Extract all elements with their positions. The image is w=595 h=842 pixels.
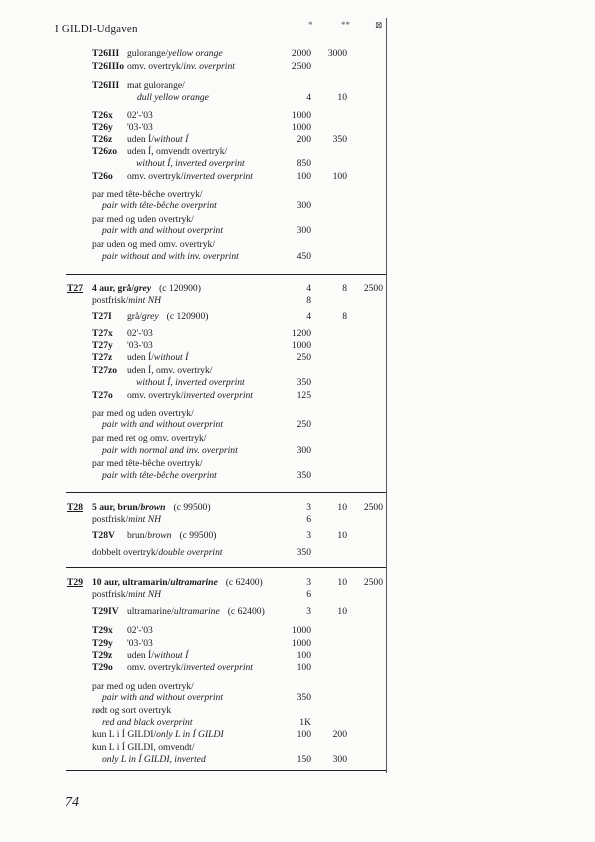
price-v3: 2500: [363, 502, 383, 513]
price-v1: 300: [296, 445, 311, 456]
variety-code: T29z: [92, 650, 113, 661]
price-v1: 850: [296, 158, 311, 169]
price-v1: 4: [306, 283, 311, 294]
price-v2: 3000: [327, 48, 347, 59]
danish-text: '03-'03: [127, 638, 153, 649]
catalogue-row: [0, 377, 595, 391]
danish-text: uden Í, omv. overtryk/: [127, 365, 213, 376]
entry-description: [127, 638, 153, 650]
entry-description: [127, 146, 227, 158]
danish-text: rødt og sort overtryk: [92, 705, 172, 716]
section-number: T29: [67, 577, 83, 588]
catalogue-row: [0, 390, 595, 404]
variety-code: T26z: [92, 134, 113, 145]
variety-code: T26IIIo: [92, 61, 124, 72]
danish-text: omv. overtryk/: [127, 61, 184, 72]
english-text: without Í, inverted overprint: [136, 158, 245, 169]
english-text: pair with tête-bêche overprint: [102, 200, 217, 211]
catalogue-row: [0, 251, 595, 265]
price-v2: 10: [337, 577, 347, 588]
danish-text: uden Í, omvendt overtryk/: [127, 146, 228, 157]
entry-description: [127, 352, 188, 364]
entry-description: [127, 61, 235, 73]
danish-text: omv. overtryk/: [127, 662, 184, 673]
variety-code: T29x: [92, 625, 113, 636]
entry-description: [102, 445, 238, 457]
english-text: pair with and without overprint: [102, 225, 223, 236]
header-mark-2: **: [341, 20, 350, 30]
catalogue-row: [0, 171, 595, 185]
catalogue-row: [0, 92, 595, 106]
entry-description: [136, 158, 245, 170]
english-text: inv. overprint: [183, 61, 235, 72]
variety-code: T27zo: [92, 365, 118, 376]
english-text: yellow orange: [168, 48, 223, 59]
quantity-note: (c 62400): [227, 606, 265, 617]
catalogue-row: [0, 470, 595, 484]
price-v2: 100: [332, 171, 347, 182]
catalogue-row: [0, 48, 595, 62]
section-rule: [66, 567, 386, 568]
danish-text: '03-'03: [127, 340, 153, 351]
variety-code: T27z: [92, 352, 113, 363]
quantity-note: (c 99500): [179, 530, 217, 541]
english-text: grey: [134, 283, 152, 294]
price-v1: 3: [306, 530, 311, 541]
english-text: red and black overprint: [102, 717, 193, 728]
price-v1: 350: [296, 470, 311, 481]
entry-description: [127, 530, 216, 542]
english-text: without Í: [153, 352, 189, 363]
entry-description: [127, 122, 153, 134]
variety-code: T27o: [92, 390, 113, 401]
price-v1: 1000: [291, 638, 311, 649]
price-v2: 10: [337, 502, 347, 513]
section-number: T27: [67, 283, 83, 294]
variety-code: T27y: [92, 340, 113, 351]
danish-text: par med og uden overtryk/: [92, 214, 194, 225]
entry-description: [102, 717, 193, 729]
price-v2: 10: [337, 606, 347, 617]
catalogue-row: [0, 225, 595, 239]
entry-description: [102, 419, 223, 431]
catalogue-row: [0, 311, 595, 325]
price-v1: 3: [306, 606, 311, 617]
price-v1: 1000: [291, 625, 311, 636]
entry-description: [136, 377, 245, 389]
price-v1: 6: [306, 514, 311, 525]
english-text: pair without and with inv. overprint: [102, 251, 239, 262]
price-v1: 350: [296, 547, 311, 558]
entry-description: [92, 433, 206, 445]
entry-description: [92, 283, 201, 295]
price-v1: 300: [296, 200, 311, 211]
entry-description: [127, 650, 188, 662]
danish-text: 10 aur, ultramarin/: [92, 577, 171, 588]
entry-description: [102, 692, 223, 704]
english-text: pair with and without overprint: [102, 419, 223, 430]
danish-text: par med ret og omv. overtryk/: [92, 433, 207, 444]
entry-description: [137, 92, 209, 104]
price-v1: 1200: [291, 328, 311, 339]
danish-text: 02'-'03: [127, 110, 153, 121]
price-v1: 125: [296, 390, 311, 401]
price-v1: 250: [296, 419, 311, 430]
danish-text: par med og uden overtryk/: [92, 408, 194, 419]
catalogue-row: [0, 547, 595, 561]
price-v2: 300: [332, 754, 347, 765]
catalogue-row: [0, 200, 595, 214]
price-v2: 10: [337, 92, 347, 103]
danish-text: uden Í/: [127, 352, 154, 363]
variety-code: T26III: [92, 80, 120, 91]
running-header: I GILDI-Udgaven: [55, 23, 138, 35]
price-v1: 1000: [291, 110, 311, 121]
page-number: 74: [65, 795, 79, 810]
entry-description: [92, 458, 203, 470]
english-text: inverted overprint: [183, 171, 253, 182]
variety-code: T28V: [92, 530, 115, 541]
price-v1: 350: [296, 377, 311, 388]
english-text: dull yellow orange: [137, 92, 209, 103]
english-text: brown: [140, 502, 166, 513]
price-v1: 100: [296, 650, 311, 661]
catalogue-row: [0, 692, 595, 706]
catalogue-row: [0, 606, 595, 620]
entry-description: [92, 742, 195, 754]
variety-code: T27x: [92, 328, 113, 339]
entry-description: [127, 340, 153, 352]
danish-text: ultramarine/: [127, 606, 174, 617]
price-v1: 3: [306, 502, 311, 513]
variety-code: T26III: [92, 48, 120, 59]
price-v1: 100: [296, 729, 311, 740]
english-text: pair with normal and inv. overprint: [102, 445, 238, 456]
danish-text: grå/: [127, 311, 142, 322]
price-v1: 250: [296, 352, 311, 363]
english-text: without Í: [153, 650, 189, 661]
entry-description: [127, 171, 253, 183]
variety-code: T26y: [92, 122, 113, 133]
english-text: brown: [147, 530, 172, 541]
danish-text: postfrisk/: [92, 589, 129, 600]
entry-description: [102, 200, 217, 212]
danish-text: kun L i Í GILDI/: [92, 729, 157, 740]
price-v3: 2500: [363, 577, 383, 588]
variety-code: T26zo: [92, 146, 118, 157]
price-v1: 300: [296, 225, 311, 236]
catalogue-row: [0, 158, 595, 172]
entry-description: [127, 365, 212, 377]
price-v1: 100: [296, 662, 311, 673]
variety-code: T29o: [92, 662, 113, 673]
section-rule: [66, 492, 386, 493]
price-v1: 1K: [299, 717, 311, 728]
danish-text: par med tête-bêche overtryk/: [92, 189, 203, 200]
price-v1: 4: [306, 92, 311, 103]
quantity-note: (c 120900): [166, 311, 209, 322]
price-v1: 3: [306, 577, 311, 588]
english-text: pair with and without overprint: [102, 692, 223, 703]
english-text: grey: [141, 311, 159, 322]
danish-text: mat gulorange/: [127, 80, 185, 91]
catalogue-row: [0, 589, 595, 603]
catalogue-row: [0, 352, 595, 366]
entry-description: [127, 625, 153, 637]
catalogue-row: [0, 445, 595, 459]
danish-text: 5 aur, brun/: [92, 502, 141, 513]
variety-code: T29IV: [92, 606, 119, 617]
english-text: double overprint: [158, 547, 223, 558]
price-v1: 1000: [291, 122, 311, 133]
catalogue-row: [0, 729, 595, 743]
entry-description: [92, 589, 161, 601]
danish-text: postfrisk/: [92, 295, 129, 306]
entry-description: [102, 470, 217, 482]
danish-text: 4 aur, grå/: [92, 283, 135, 294]
entry-description: [92, 239, 215, 251]
price-v1: 8: [306, 295, 311, 306]
variety-code: T26x: [92, 110, 113, 121]
quantity-note: (c 62400): [225, 577, 263, 588]
catalogue-row: [0, 625, 595, 639]
entry-description: [127, 80, 185, 92]
danish-text: gulorange/: [127, 48, 169, 59]
catalogue-row: [0, 530, 595, 544]
entry-description: [102, 225, 223, 237]
english-text: inverted overprint: [183, 662, 253, 673]
section-rule: [66, 274, 386, 275]
price-v2: 350: [332, 134, 347, 145]
entry-description: [127, 662, 253, 674]
entry-description: [127, 48, 223, 60]
danish-text: omv. overtryk/: [127, 171, 184, 182]
header-mark-3: ⊠: [375, 20, 383, 30]
entry-description: [127, 110, 153, 122]
danish-text: kun L i Í GILDI, omvendt/: [92, 742, 195, 753]
catalogue-row: [0, 61, 595, 75]
english-text: only L in Í GILDI, inverted: [102, 754, 206, 765]
danish-text: 02'-'03: [127, 625, 153, 636]
english-text: mint NH: [128, 295, 162, 306]
danish-text: omv. overtryk/: [127, 390, 184, 401]
section-rule: [66, 770, 386, 771]
quantity-note: (c 99500): [173, 502, 211, 513]
price-v1: 2000: [291, 48, 311, 59]
entry-description: [102, 754, 206, 766]
price-v1: 200: [296, 134, 311, 145]
catalogue-row: [0, 295, 595, 309]
entry-description: [92, 514, 161, 526]
catalogue-row: [0, 514, 595, 528]
danish-text: brun/: [127, 530, 148, 541]
entry-description: [92, 705, 171, 717]
english-text: only L in Í GILDI: [156, 729, 224, 740]
danish-text: postfrisk/: [92, 514, 129, 525]
price-v1: 450: [296, 251, 311, 262]
english-text: without Í: [153, 134, 189, 145]
quantity-note: (c 120900): [159, 283, 201, 294]
english-text: ultramarine: [173, 606, 220, 617]
entry-description: [127, 134, 188, 146]
price-v1: 1000: [291, 340, 311, 351]
danish-text: 02'-'03: [127, 328, 153, 339]
english-text: mint NH: [128, 589, 162, 600]
price-v1: 350: [296, 692, 311, 703]
english-text: inverted overprint: [183, 390, 253, 401]
price-v1: 6: [306, 589, 311, 600]
header-mark-1: *: [308, 20, 313, 30]
price-v1: 2500: [291, 61, 311, 72]
english-text: ultramarine: [170, 577, 218, 588]
danish-text: dobbelt overtryk/: [92, 547, 159, 558]
catalogue-row: [0, 419, 595, 433]
danish-text: par med og uden overtryk/: [92, 681, 194, 692]
english-text: without Í, inverted overprint: [136, 377, 245, 388]
entry-description: [127, 311, 208, 323]
danish-text: '03-'03: [127, 122, 153, 133]
entry-description: [102, 251, 239, 263]
catalogue-row: [0, 662, 595, 676]
price-v2: 10: [337, 530, 347, 541]
english-text: pair with tête-bêche overprint: [102, 470, 217, 481]
danish-text: uden Í/: [127, 134, 154, 145]
variety-code: T27I: [92, 311, 112, 322]
price-v2: 8: [342, 283, 347, 294]
price-v1: 100: [296, 171, 311, 182]
entry-description: [92, 502, 211, 514]
danish-text: par uden og med omv. overtryk/: [92, 239, 215, 250]
entry-description: [127, 390, 253, 402]
danish-text: uden Í/: [127, 650, 154, 661]
price-v2: 200: [332, 729, 347, 740]
catalogue-row: [0, 754, 595, 768]
variety-code: T26o: [92, 171, 113, 182]
price-v3: 2500: [363, 283, 383, 294]
entry-description: [127, 606, 265, 618]
price-v1: 150: [296, 754, 311, 765]
entry-description: [92, 547, 223, 559]
entry-description: [92, 295, 161, 307]
entry-description: [92, 577, 263, 589]
price-v2: 8: [342, 311, 347, 322]
entry-description: [92, 729, 224, 741]
danish-text: par med tête-bêche overtryk/: [92, 458, 203, 469]
section-number: T28: [67, 502, 83, 513]
entry-description: [127, 328, 153, 340]
price-v1: 4: [306, 311, 311, 322]
english-text: mint NH: [128, 514, 162, 525]
variety-code: T29y: [92, 638, 113, 649]
